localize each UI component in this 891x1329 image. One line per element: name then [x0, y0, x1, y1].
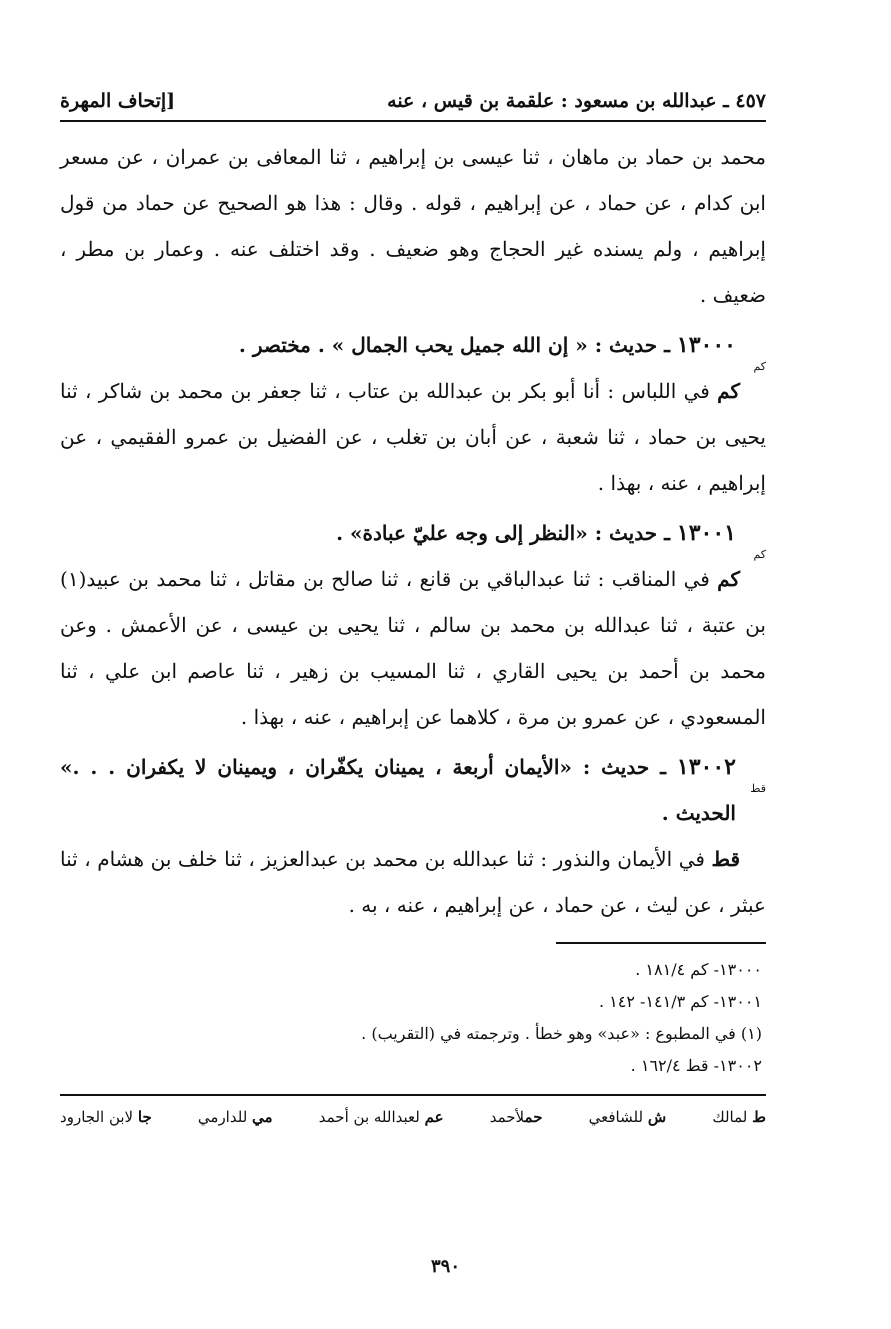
- abbreviation-code: ط: [752, 1108, 766, 1126]
- chain-text: في اللباس : أنا أبو بكر بن عبدالله بن عتاب ، ثنا جعفر بن محمد بن شاكر ، ثنا يحيى بن حماد ، ثنا شعبة ، عن أبان بن تغلب ، عن الفضيل بن عمرو الفقيمي ، عن إبراهيم ، عنه ، بهذا .: [60, 379, 766, 495]
- abbreviation-code: مي: [252, 1108, 273, 1126]
- footnotes: [60, 954, 766, 1082]
- bottom-rule: [60, 1094, 766, 1096]
- continuation-paragraph: محمد بن حماد بن ماهان ، ثنا عيسى بن إبراهيم ، ثنا المعافى بن عمران ، عن مسعر ابن كدام ، عن حماد ، عن إبراهيم ، قوله . وقال : هذا هو الصحيح عن حماد من قول إبراهيم ، ولم يسنده غير الحجاج وهو ضعيف . وقد اختلف عنه . وعمار بن مطر ، ضعيف .: [60, 145, 766, 307]
- chain-text: في المناقب : ثنا عبدالباقي بن قانع ، ثنا صالح بن مقاتل ، ثنا محمد بن عبيد(١) بن عتبة ، ثنا عبدالله بن محمد بن سالم ، ثنا يحيى بن عيسى ، عن الأعمش . وعن محمد بن أحمد بن يحيى القاري ، ثنا المسيب بن زهير ، ثنا عاصم ابن علي ، ثنا المسعودي ، عن عمرو بن مرة ، كلاهما عن إبراهيم ، عنه ، بهذا .: [60, 567, 766, 729]
- hadith-title: ـ حديث : « إن الله جميل يحب الجمال » . مختصر .: [238, 333, 670, 357]
- hadith-number: ١٣٠٠٢: [676, 754, 736, 780]
- abbreviation-item: [60, 1108, 152, 1126]
- abbreviation-item: [490, 1108, 543, 1126]
- source-symbol: كم: [753, 548, 766, 561]
- abbreviation-code: جا: [137, 1108, 152, 1126]
- abbreviation-name: للشافعي: [588, 1108, 644, 1126]
- abbreviation-item: [198, 1108, 273, 1126]
- abbreviation-key: [60, 1108, 766, 1126]
- abbreviation-name: لعبدالله بن أحمد: [318, 1108, 420, 1126]
- hadith-title: ـ حديث : «الأيمان أربعة ، يمينان يكفّران ، ويمينان لا يكفران . . .» الحديث .: [60, 755, 736, 825]
- abbreviation-name: للدارمي: [197, 1108, 248, 1126]
- hadith-heading-13000: [60, 322, 766, 373]
- header-book-title: [إتحاف المهرة: [60, 90, 176, 112]
- hadith-chain-13001: [60, 556, 766, 740]
- hadith-title: ـ حديث : «النظر إلى وجه عليّ عبادة» .: [336, 521, 670, 545]
- hadith-number: ١٣٠٠٠: [676, 332, 736, 358]
- abbreviation-code: حم: [524, 1108, 543, 1126]
- abbreviation-item: [589, 1108, 667, 1126]
- abbreviation-code: عم: [424, 1108, 444, 1126]
- footnote: (١) في المطبوع : «عبد» وهو خطأ . وترجمته في (التقريب) .: [361, 1024, 762, 1043]
- header-chapter-title: ٤٥٧ ـ عبدالله بن مسعود : علقمة بن قيس ، عنه: [387, 90, 766, 112]
- source-code: كم: [717, 379, 741, 403]
- hadith-heading-13002: [60, 744, 766, 836]
- footnote: ١٣٠٠١- كم ١٤١/٣- ١٤٢ .: [598, 992, 762, 1011]
- abbreviation-name: لأحمد: [489, 1108, 525, 1126]
- abbreviation-name: لابن الجارود: [60, 1108, 134, 1126]
- abbreviation-name: لمالك: [712, 1108, 748, 1126]
- source-symbol: قط: [750, 782, 766, 795]
- abbreviation-code: ش: [647, 1108, 667, 1126]
- page: [60, 90, 766, 1126]
- running-header: [60, 90, 766, 122]
- source-symbol: كم: [753, 360, 766, 373]
- hadith-heading-13001: [60, 510, 766, 561]
- footnote: ١٣٠٠٠- كم ١٨١/٤ .: [635, 960, 762, 979]
- page-number: ٣٩٠: [430, 1256, 460, 1277]
- hadith-number: ١٣٠٠١: [676, 520, 736, 546]
- chain-text: في الأيمان والنذور : ثنا عبدالله بن محمد بن عبدالعزيز ، ثنا خلف بن هشام ، ثنا عبثر ، عن ليث ، عن حماد ، عن إبراهيم ، عنه ، به .: [60, 847, 766, 917]
- hadith-chain-13002: [60, 836, 766, 928]
- footnote-separator: [556, 942, 766, 944]
- abbreviation-item: [319, 1108, 444, 1126]
- source-code: قط: [711, 847, 741, 871]
- hadith-chain-13000: [60, 368, 766, 506]
- source-code: كم: [717, 567, 740, 591]
- footnote: ١٣٠٠٢- قط ١٦٢/٤ .: [630, 1056, 762, 1075]
- abbreviation-item: [712, 1108, 766, 1126]
- main-text: [60, 134, 766, 928]
